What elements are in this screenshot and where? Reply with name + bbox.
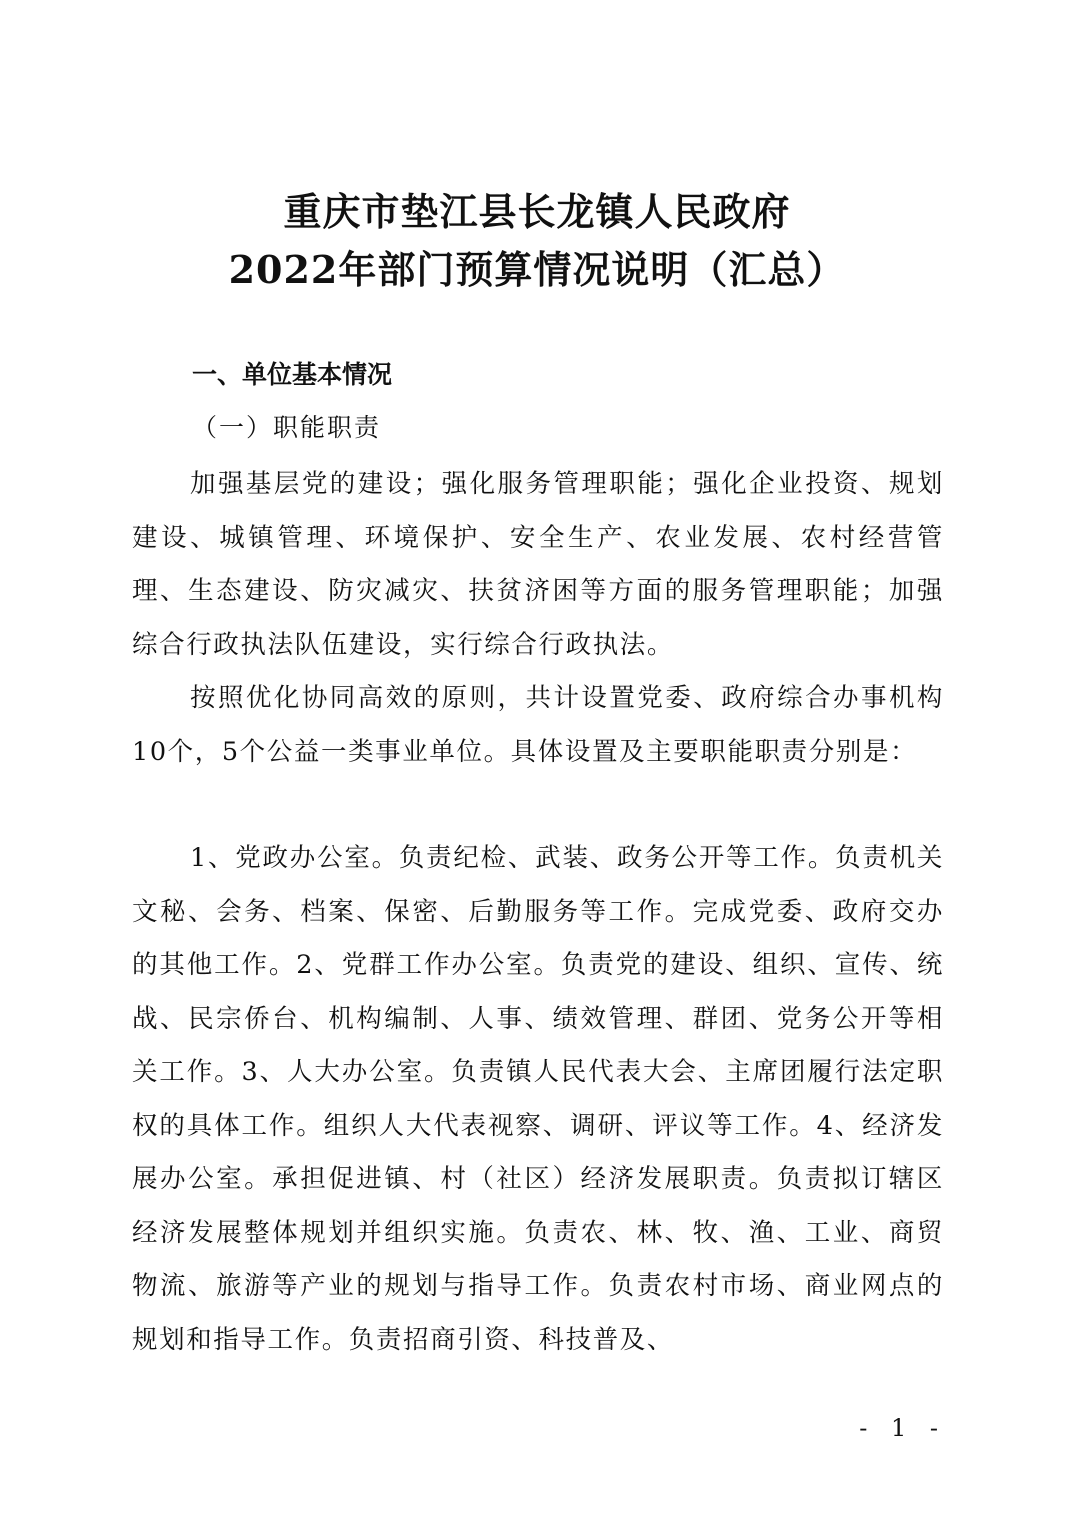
title-line-1: 重庆市垫江县长龙镇人民政府 (283, 189, 791, 234)
subsection-heading: （一）职能职责 (192, 413, 382, 442)
section-heading: 一、单位基本情况 (192, 360, 393, 389)
document-title (0, 183, 1074, 299)
title-line-2: 2022年部门预算情况说明（汇总） (228, 247, 846, 292)
paragraph-offices: 1、党政办公室。负责纪检、武装、政务公开等工作。负责机关文秘、会务、档案、保密、后勤服务等工作。完成党委、政府交办的其他工作。2、党群工作办公室。负责党的建设、组织、宣传、统战、民宗侨台、机构编制、人事、绩效管理、群团、党务公开等相关工作。3、人大办公室。负责镇人民代表大会、主席团履行法定职权的具体工作。组织人大代表视察、调研、评议等工作。4、经济发展办公室。承担促进镇、村（社区）经济发展职责。负责拟订辖区经济发展整体规划并组织实施。负责农、林、牧、渔、工业、商贸物流、旅游等产业的规划与指导工作。负责农村市场、商业网点的规划和指导工作。负责招商引资、科技普及、 (132, 843, 944, 1355)
paragraph-duties: 加强基层党的建设；强化服务管理职能；强化企业投资、规划建设、城镇管理、环境保护、安全生产、农业发展、农村经营管理、生态建设、防灾减灾、扶贫济困等方面的服务管理职能；加强综合行政执法队伍建设，实行综合行政执法。 (132, 469, 944, 660)
page-number: - 1 - (859, 1414, 946, 1442)
paragraph-structure: 按照优化协同高效的原则，共计设置党委、政府综合办事机构10个，5个公益一类事业单位。具体设置及主要职能职责分别是： (132, 683, 944, 767)
